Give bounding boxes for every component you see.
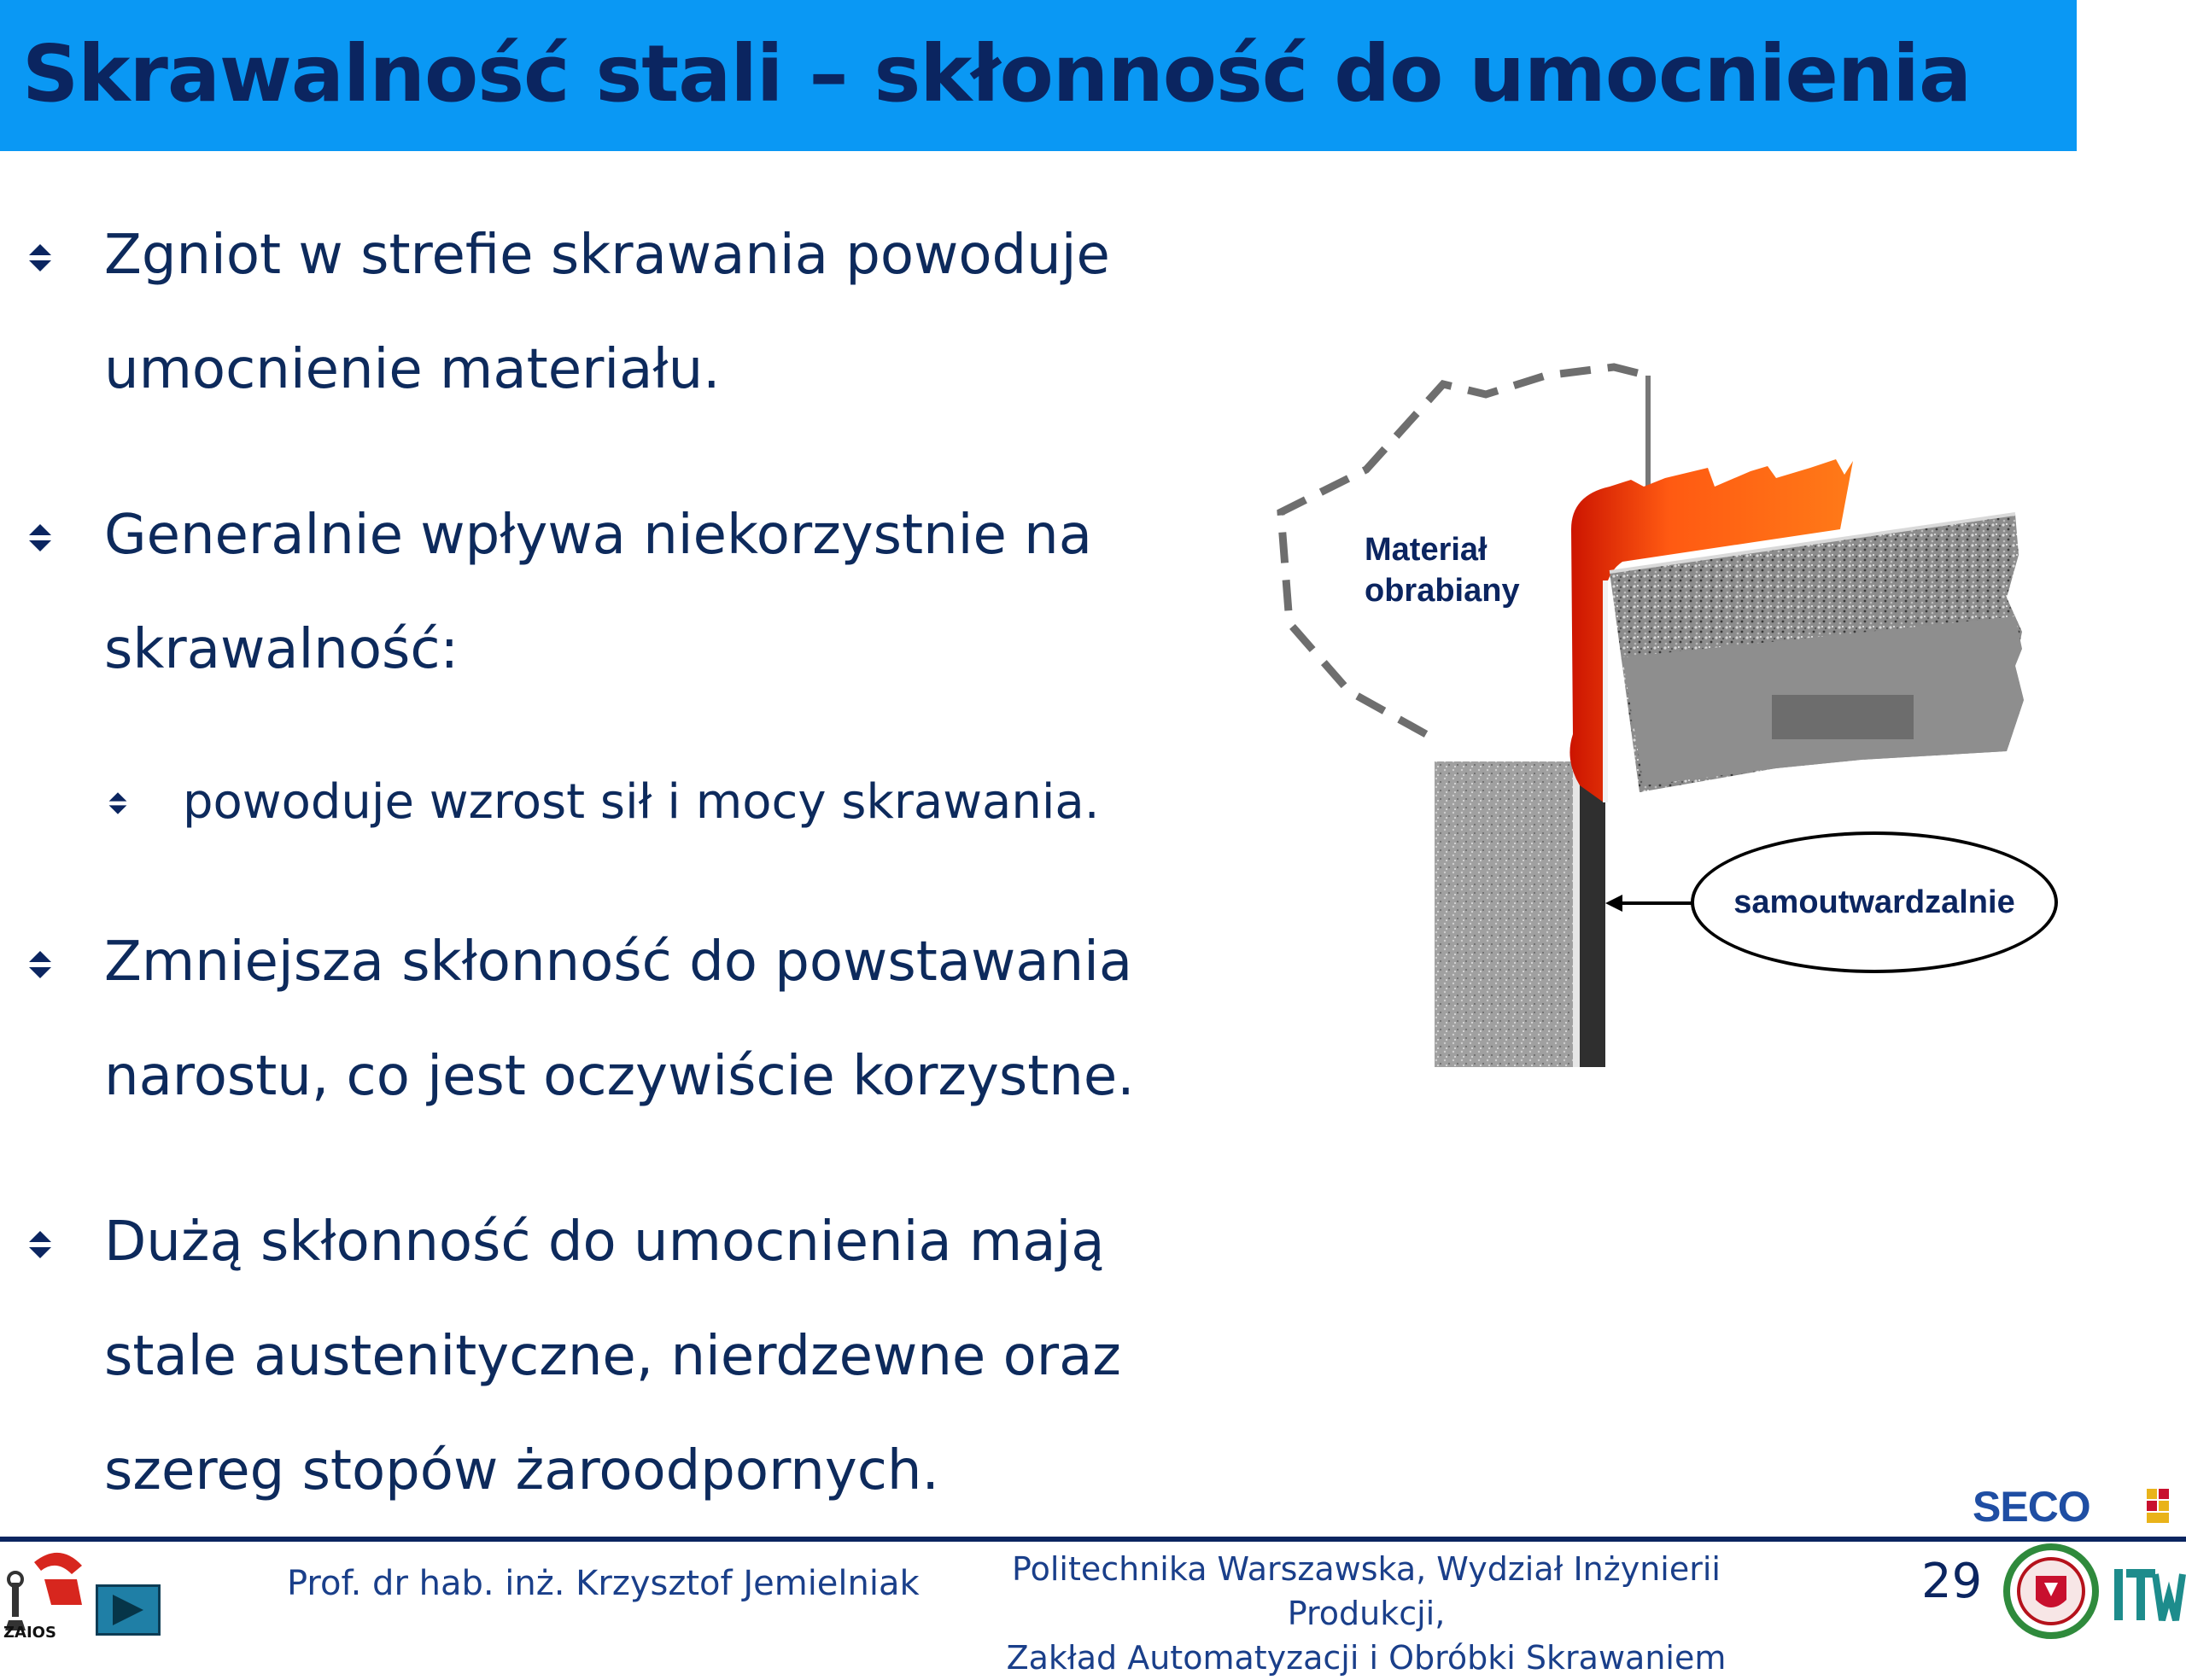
page-number: 29 <box>1921 1554 1983 1609</box>
play-button[interactable] <box>96 1584 161 1636</box>
bullet-line: umocnienie materiału. <box>104 338 721 401</box>
bullet-line: skrawalność: <box>104 618 459 681</box>
cutting-zone-diagram <box>1264 359 2066 1093</box>
bullet-diamond-icon <box>108 790 128 816</box>
bullet-diamond-icon <box>27 522 53 553</box>
svg-text:SECO: SECO <box>1973 1483 2090 1530</box>
bullet-diamond-icon <box>27 242 53 273</box>
material-label-line: Materiał <box>1365 532 1488 568</box>
hardening-label: samoutwardzalnie <box>1691 831 2058 973</box>
bullet-line: Zmniejsza skłonność do powstawania <box>104 930 1133 994</box>
bullet-line: Dużą skłonność do umocnienia mają <box>104 1210 1105 1274</box>
bullet-line: Generalnie wpływa niekorzystnie na <box>104 504 1092 567</box>
bullet-line: szereg stopów żaroodpornych. <box>104 1439 939 1502</box>
itw-logo <box>2109 1543 2186 1639</box>
footer-author: Prof. dr hab. inż. Krzysztof Jemielniak <box>287 1564 920 1603</box>
slide-title: Skrawalność stali – skłonność do umocnienia <box>22 28 1972 120</box>
material-label <box>1365 529 1520 611</box>
bullet-diamond-icon <box>27 1229 53 1260</box>
svg-text:ZAIOS: ZAIOS <box>3 1624 56 1639</box>
footer-institution-line: Zakład Automatyzacji i Obróbki Skrawaniem <box>1006 1639 1727 1677</box>
bullet-line: Zgniot w strefie skrawania powoduje <box>104 224 1110 287</box>
zaios-logo <box>0 1545 89 1639</box>
university-seal-logo <box>2002 1543 2106 1639</box>
play-icon <box>109 1593 147 1627</box>
bullet-line: narostu, co jest oczywiście korzystne. <box>104 1045 1135 1108</box>
footer-institution-line: Politechnika Warszawska, Wydział Inżynierii Produkcji, <box>1012 1550 1721 1632</box>
footer-institution <box>939 1547 1793 1680</box>
tool-holder-slot <box>1772 695 1914 739</box>
footer-divider <box>0 1537 2186 1542</box>
bullet-line: powoduje wzrost sił i mocy skrawania. <box>183 774 1100 830</box>
bullet-line: stale austenityczne, nierdzewne oraz <box>104 1325 1121 1388</box>
material-label-line: obrabiany <box>1365 573 1520 609</box>
bullet-diamond-icon <box>27 949 53 980</box>
seco-logo <box>1973 1482 2169 1530</box>
